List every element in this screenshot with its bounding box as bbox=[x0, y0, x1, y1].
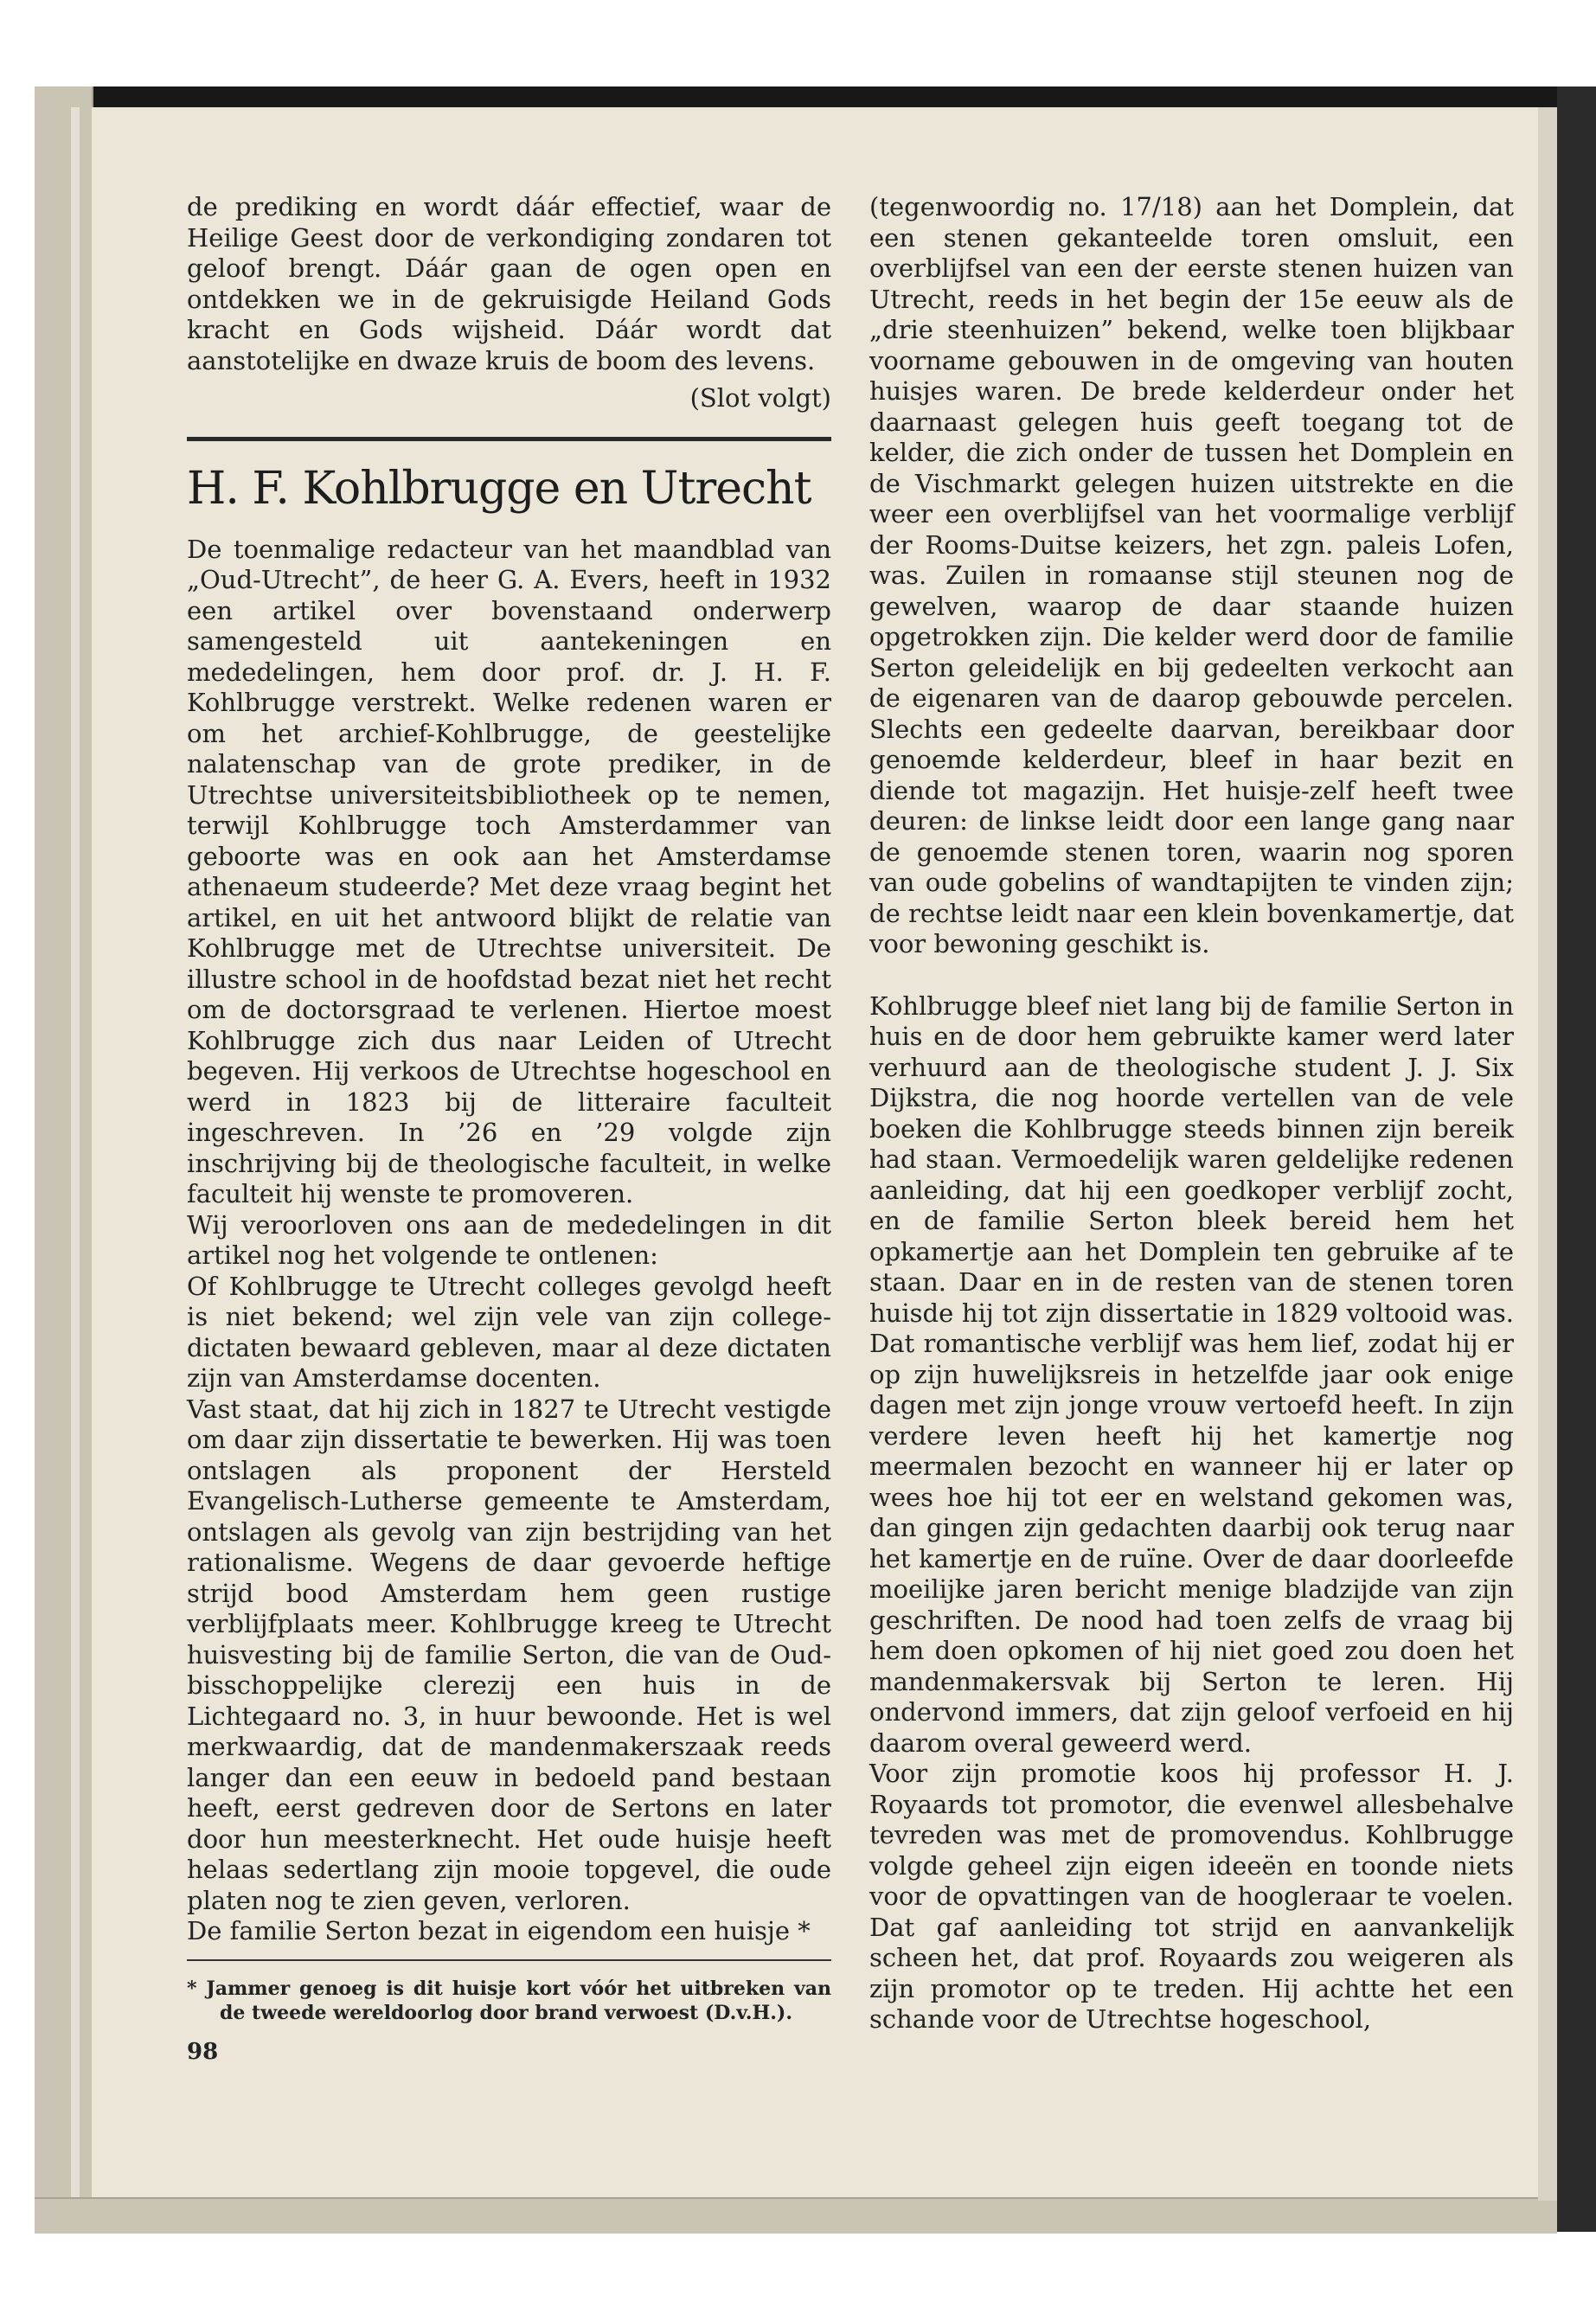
left-paragraph: Wij veroorloven ons aan de mededelingen in dit artikel nog het volgende te ontlenen: bbox=[187, 1209, 831, 1270]
left-paragraph: De familie Serton bezat in eigendom een huisje * bbox=[187, 1916, 811, 1945]
page-edge-right bbox=[1538, 107, 1559, 2201]
right-paragraph: (tegenwoordig no. 17/18) aan het Domplein, dat een stenen gekanteelde toren omsluit, een overblijfsel van een der eerste stenen huizen van Utrecht, reeds in het begin der 15e eeuw als de „drie steenhuizen” bekend, welke toen blijkbaar voorname gebouwen in de omgeving van houten huisjes waren. De brede kelderdeur onder het daarnaast gelegen huis geeft toegang tot de kelder, die zich onder de tussen het Domplein en de Vischmarkt gelegen huizen uitstrekte en die weer een overblijfsel van het voormalige verblijf der Rooms-Duitse keizers, het zgn. paleis Lofen, was. Zuilen in romaanse stijl steunen nog de gewelven, waarop de daar staande huizen opgetrokken zijn. Die kelder werd door de familie Serton geleidelijk en bij gedeelten verkocht aan de eigenaren van de daarop gebouwde percelen. Slechts een gedeelte daarvan, bereikbaar door genoemde kelderdeur, bleef in haar bezit en diende tot magazijn. Het huisje-zelf heeft twee deuren: de linkse leidt door een lange gang naar de genoemde stenen toren, waarin nog sporen van oude gobelins of wandtapijten te vinden zijn; de rechtse leidt naar een klein bovenkamertje, dat voor bewoning geschikt is. bbox=[869, 192, 1514, 958]
title-rule bbox=[187, 437, 831, 441]
binding-gutter bbox=[71, 107, 80, 2232]
page-edge-bottom bbox=[35, 2197, 1557, 2234]
right-paragraph: Voor zijn promotie koos hij professor H. J. Royaards tot promotor, die evenwel allesbehalve tevreden was met de promovendus. Kohlbrugge volgde geheel zijn eigen ideeën en toonde niets voor de opvattingen van de hoogleraar te voelen. Dat gaf aanleiding tot strijd en aanvankelijk scheen het, dat prof. Royaards zou weigeren als zijn promotor op te treden. Hij achtte het een schande voor de Utrechtse hogeschool, bbox=[869, 1759, 1514, 2034]
slot-volgt: (Slot volgt) bbox=[689, 383, 831, 413]
binding-edge-left bbox=[35, 87, 93, 2232]
right-column bbox=[869, 192, 1514, 2035]
page-number: 98 bbox=[187, 2038, 219, 2065]
left-paragraph: Vast staat, dat hij zich in 1827 te Utrecht vestigde om daar zijn dissertatie te bewerken. Hij was toen ontslagen als proponent der Hersteld Evangelisch-Lutherse gemeente te Amsterdam, ontslagen als gevolg van zijn bestrijding van het rationalisme. Wegens de daar gevoerde heftige strijd bood Amsterdam hem geen rustige verblijfplaats meer. Kohlbrugge kreeg te Utrecht huisvesting bij de familie Serton, die van de Oud-bisschoppelijke clerezij een huis in de Lichtegaard no. 3, in huur bewoonde. Het is wel merkwaardig, dat de mandenmakerszaak reeds langer dan een eeuw in bedoeld pand bestaan heeft, eerst gedreven door de Sertons en later door hun meesterknecht. Het oude huisje heeft helaas sedertlang zijn mooie topgevel, die oude platen nog te zien geven, verloren. bbox=[187, 1394, 831, 1915]
intro-paragraph: de prediking en wordt dáár effectief, waar de Heilige Geest door de verkondiging zondaren tot geloof brengt. Dáár gaan de ogen open en ontdekken we in de gekruisigde Heiland Gods kracht en Gods wijsheid. Dáár wordt dat aanstotelijke en dwaze kruis de boom des levens. bbox=[187, 192, 831, 375]
right-paragraph: Kohlbrugge bleef niet lang bij de familie Serton in huis en de door hem gebruikte kamer werd later verhuurd aan de theologische student J. J. Six Dijkstra, die nog hoorde vertellen van de vele boeken die Kohlbrugge steeds binnen zijn bereik had staan. Vermoedelijk waren geldelijke redenen aanleiding, dat hij een goedkoper verblijf zocht, en de familie Serton bleek bereid hem het opkamertje aan het Domplein ten gebruike af te staan. Daar en in de resten van de stenen toren huisde hij tot zijn dissertatie in 1829 voltooid was. Dat romantische verblijf was hem lief, zodat hij er op zijn huwelijksreis in hetzelfde jaar ook enige dagen met zijn jonge vrouw vertoefd heeft. In zijn verdere leven heeft hij het kamertje nog meermalen bezocht en wanneer hij er later op wees hoe hij tot eer en welstand gekomen was, dan gingen zijn gedachten daarbij ook terug naar het kamertje en de ruïne. Over de daar doorleefde moeilijke jaren bericht menige bladzijde van zijn geschriften. De nood had toen zelfs de vraag bij hem doen opkomen of hij niet goed zou doen het mandenmakersvak bij Serton te leren. Hij ondervond immers, dat zijn geloof verfoeid en hij daarom overal geweerd werd. bbox=[869, 990, 1514, 1758]
footnote-rule bbox=[187, 1959, 831, 1961]
background-right bbox=[1557, 87, 1596, 2232]
article-title: H. F. Kohlbrugge en Utrecht bbox=[187, 462, 811, 515]
footnote: * Jammer genoeg is dit huisje kort vóór het uitbreken van de tweede wereldoorlog door brand verwoest (D.v.H.). bbox=[187, 1977, 831, 2024]
left-column bbox=[187, 192, 831, 2067]
left-paragraph: De toenmalige redacteur van het maandblad van „Oud-Utrecht”, de heer G. A. Evers, heeft in 1932 een artikel over bovenstaand onderwerp samengesteld uit aantekeningen en mededelingen, hem door prof. dr. J. H. F. Kohlbrugge verstrekt. Welke redenen waren er om het archief-Kohlbrugge, de geestelijke nalatenschap van de grote prediker, in de Utrechtse universiteitsbibliotheek op te nemen, terwijl Kohlbrugge toch Amsterdammer van geboorte was en ook aan het Amsterdamse athenaeum studeerde? Met deze vraag begint het artikel, en uit het antwoord blijkt de relatie van Kohlbrugge met de Utrechtse universiteit. De illustre school in de hoofdstad bezat niet het recht om de doctorsgraad te verlenen. Hiertoe moest Kohlbrugge zich dus naar Leiden of Utrecht begeven. Hij verkoos de Utrechtse hogeschool en werd in 1823 bij de litteraire faculteit ingeschreven. In ’26 en ’29 volgde zijn inschrijving bij de theologische faculteit, in welke faculteit hij wenste te promoveren. bbox=[187, 534, 831, 1208]
left-paragraph: Of Kohlbrugge te Utrecht colleges gevolgd heeft is niet bekend; wel zijn vele van zijn college-dictaten bewaard gebleven, maar al deze dictaten zijn van Amsterdamse docenten. bbox=[187, 1271, 831, 1393]
page-edge-top bbox=[35, 87, 1596, 107]
paragraph-gap bbox=[869, 960, 1514, 991]
